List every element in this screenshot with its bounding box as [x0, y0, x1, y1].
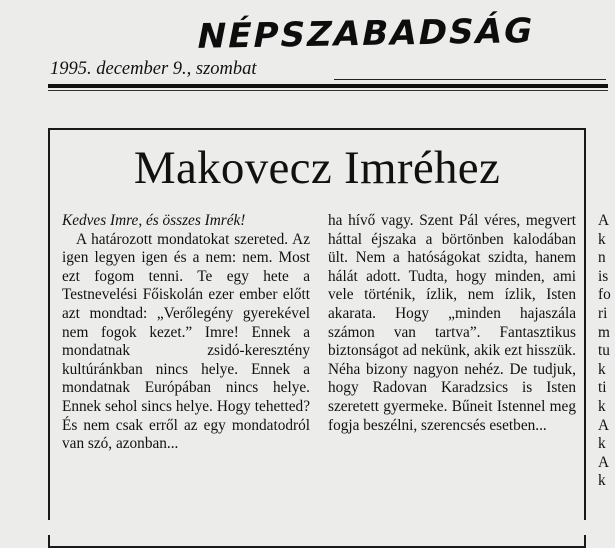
- column-fragment: tu: [598, 342, 610, 360]
- column-fragment: k: [598, 472, 606, 490]
- column-fragment: ri: [598, 304, 608, 322]
- column-fragment: is: [598, 267, 609, 285]
- column-fragment: k: [598, 360, 606, 378]
- masthead-handwritten-title: NÉPSZABADSÁG: [193, 11, 538, 57]
- column-fragment: k: [598, 435, 606, 453]
- article-salutation: Kedves Imre, és összes Imrék!: [62, 212, 246, 229]
- date-underline: [334, 79, 606, 80]
- column-fragment: fo: [598, 286, 611, 304]
- article-headline: Makovecz Imréhez: [133, 142, 501, 194]
- page-bottom-edge: [0, 520, 615, 535]
- article-body-left: A határozott mondatokat szereted. Az igen legyen igen és a nem: nem. Most ezt fogom tenni. Te egy hete a Testnevelési Főiskolán ezer ember előtt azt mondtad: „Verőlegény gyerekével nem fogok kezet.” Imre! Ennek a mondatnak zsidó-keresztény kultúránkban nincs helye. Ennek a mondatnak Európában nincs helye. Ennek sehol sincs helye. Hogy tehetted? És nem csak erről az egy mondatodról van szó, azonban...: [62, 230, 310, 453]
- column-fragment: ti: [598, 379, 607, 397]
- masthead-rule: [48, 84, 608, 88]
- article-body-middle: ha hívő vagy. Szent Pál véres, megvert háttal éjszaka a börtönben kalodában ült. Nem a hatóságokat szidta, hanem hálát adott. Tudta, hogy minden, ami vele történik, ízlik, nem ízlik, Isten akarata. Hogy „minden hajaszála számon van tartva”. Fantasztikus biztonságot ad nekünk, akik ezt hisszük. Néha bizony nagyon nehéz. De tudjuk, hogy Radovan Karadzsics is Isten szeretett gyermeke. Bűneit Istennel meg fogja beszélni, szerencsés esetben...: [328, 212, 576, 434]
- article-column-middle: [328, 212, 576, 435]
- column-fragment: k: [598, 230, 606, 248]
- article-column-left: [62, 212, 310, 454]
- column-fragment: n: [598, 249, 606, 267]
- article-column-right-cut: [598, 212, 615, 491]
- masthead-thin-rule: [48, 90, 608, 91]
- column-fragment: A: [598, 416, 610, 434]
- column-fragment: k: [598, 397, 606, 415]
- issue-date: 1995. december 9., szombat: [50, 59, 257, 79]
- column-fragment: A: [598, 212, 610, 229]
- column-fragment: m: [598, 323, 610, 341]
- column-fragment: A: [598, 453, 610, 471]
